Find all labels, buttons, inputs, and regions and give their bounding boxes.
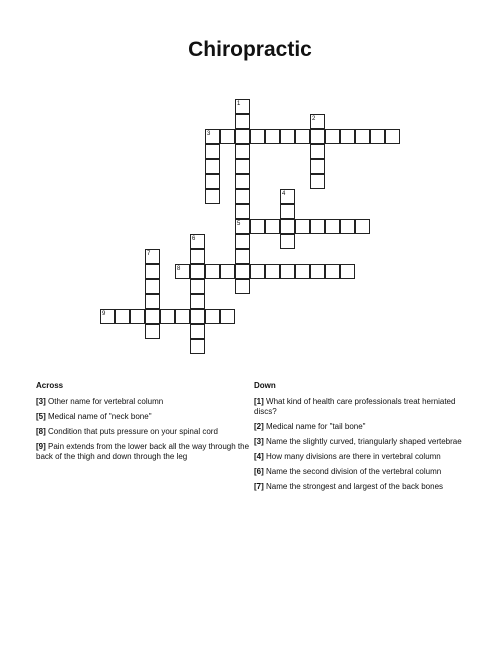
crossword-cell[interactable] [325, 264, 340, 279]
down-heading: Down [254, 381, 276, 390]
crossword-cell[interactable] [250, 129, 265, 144]
crossword-cell[interactable] [115, 309, 130, 324]
crossword-cell[interactable] [145, 324, 160, 339]
crossword-cell[interactable] [325, 219, 340, 234]
down-clue-list [254, 397, 476, 497]
clue-number-label: 2 [312, 116, 316, 122]
crossword-cell[interactable] [265, 219, 280, 234]
crossword-cell[interactable] [235, 114, 250, 129]
across-clue: [8] Condition that puts pressure on your spinal cord [36, 427, 218, 436]
crossword-cell[interactable] [235, 174, 250, 189]
crossword-cell[interactable] [265, 264, 280, 279]
across-clue-list [36, 397, 258, 467]
crossword-cell[interactable] [235, 129, 250, 144]
crossword-cell[interactable] [190, 339, 205, 354]
clue-number-label: 7 [147, 251, 151, 257]
down-clue: [4] How many divisions are there in vertebral column [254, 452, 441, 461]
crossword-cell[interactable] [145, 309, 160, 324]
crossword-cell[interactable] [205, 159, 220, 174]
crossword-cell[interactable] [340, 219, 355, 234]
crossword-cell[interactable] [340, 264, 355, 279]
crossword-cell[interactable] [220, 309, 235, 324]
across-clue: [3] Other name for vertebral column [36, 397, 164, 406]
crossword-cell[interactable] [325, 129, 340, 144]
crossword-cell[interactable] [205, 189, 220, 204]
crossword-cell[interactable] [190, 249, 205, 264]
clue-number-label: 8 [177, 266, 181, 272]
crossword-cell[interactable] [310, 174, 325, 189]
crossword-cell[interactable] [205, 309, 220, 324]
crossword-cell[interactable] [280, 264, 295, 279]
crossword-cell[interactable] [160, 309, 175, 324]
crossword-cell[interactable] [340, 129, 355, 144]
down-clue: [2] Medical name for "tail bone" [254, 422, 366, 431]
crossword-cell[interactable] [235, 159, 250, 174]
crossword-cell[interactable] [355, 129, 370, 144]
down-clue: [3] Name the slightly curved, triangularly shaped vertebrae [254, 437, 462, 446]
crossword-cell[interactable] [280, 234, 295, 249]
crossword-cell[interactable] [235, 234, 250, 249]
crossword-cell[interactable] [145, 294, 160, 309]
crossword-cell[interactable] [310, 144, 325, 159]
across-clue: [9] Pain extends from the lower back all the way through the back of the thigh and down through the leg [36, 442, 250, 461]
crossword-cell[interactable] [355, 219, 370, 234]
crossword-cell[interactable] [310, 264, 325, 279]
clue-number-label: 5 [237, 221, 241, 227]
crossword-cell[interactable] [190, 324, 205, 339]
crossword-cell[interactable] [280, 219, 295, 234]
crossword-cell[interactable] [175, 309, 190, 324]
down-clue: [1] What kind of health care professionals treat herniated discs? [254, 397, 456, 416]
crossword-cell[interactable] [235, 279, 250, 294]
crossword-cell[interactable] [280, 129, 295, 144]
crossword-cell[interactable] [220, 129, 235, 144]
crossword-cell[interactable] [190, 294, 205, 309]
down-clue: [7] Name the strongest and largest of the back bones [254, 482, 444, 491]
crossword-cell[interactable] [310, 219, 325, 234]
crossword-cell[interactable] [295, 129, 310, 144]
crossword-cell[interactable] [145, 279, 160, 294]
crossword-cell[interactable] [295, 219, 310, 234]
down-clue: [6] Name the second division of the vertebral column [254, 467, 442, 476]
crossword-cell[interactable] [295, 264, 310, 279]
clue-number-label: 4 [282, 191, 286, 197]
crossword-cell[interactable] [235, 189, 250, 204]
page-title: Chiropractic [188, 38, 312, 61]
crossword-cell[interactable] [190, 264, 205, 279]
crossword-cell[interactable] [235, 144, 250, 159]
crossword-cell[interactable] [310, 129, 325, 144]
clue-number-label: 1 [237, 101, 241, 107]
crossword-cell[interactable] [205, 174, 220, 189]
crossword-cell[interactable] [130, 309, 145, 324]
crossword-cell[interactable] [145, 264, 160, 279]
crossword-cell[interactable] [235, 249, 250, 264]
crossword-cell[interactable] [235, 264, 250, 279]
crossword-cell[interactable] [250, 264, 265, 279]
crossword-cell[interactable] [220, 264, 235, 279]
crossword-cell[interactable] [385, 129, 400, 144]
crossword-cell[interactable] [205, 144, 220, 159]
crossword-cell[interactable] [280, 204, 295, 219]
clue-number-label: 3 [207, 131, 211, 137]
crossword-cell[interactable] [205, 264, 220, 279]
across-clue: [5] Medical name of "neck bone" [36, 412, 152, 421]
clue-number-label: 9 [102, 311, 106, 317]
crossword-cell[interactable] [265, 129, 280, 144]
crossword-cell[interactable] [310, 159, 325, 174]
clue-number-label: 6 [192, 236, 196, 242]
crossword-cell[interactable] [250, 219, 265, 234]
across-heading: Across [36, 381, 64, 390]
crossword-cell[interactable] [190, 309, 205, 324]
crossword-cell[interactable] [235, 204, 250, 219]
crossword-cell[interactable] [190, 279, 205, 294]
crossword-cell[interactable] [370, 129, 385, 144]
